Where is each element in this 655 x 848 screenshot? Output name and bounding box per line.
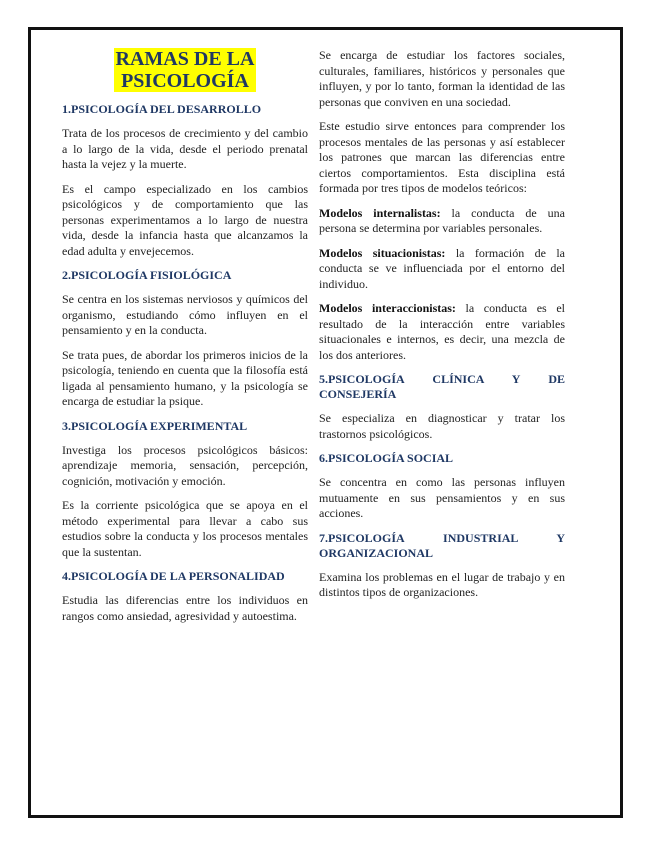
section-3-heading: 3.PSICOLOGÍA EXPERIMENTAL (62, 418, 248, 433)
section-7-heading: 7.PSICOLOGÍA INDUSTRIAL Y ORGANIZACIONAL (319, 530, 565, 560)
model-internalistas-text: la conducta de una persona se determina por variables personales. (319, 205, 565, 235)
section-1-paragraph-1: Trata de los procesos de crecimiento y del cambio a lo largo de la vida, desde el periodo prenatal hasta la vejez y la muerte. (62, 126, 308, 171)
model-situacionistas-name: Modelos situacionistas: (319, 245, 446, 260)
section-2-paragraph-1: Se centra en los sistemas nerviosos y químicos del organismo, estudiando cómo influyen en el pensamiento y en la conducta. (62, 292, 308, 337)
section-1-heading: 1.PSICOLOGÍA DEL DESARROLLO (62, 102, 262, 116)
section-4-paragraph-2: Se encarga de estudiar los factores sociales, culturales, familiares, históricos y personales que influyen, y por lo tanto, forman la identidad de las personas que conviven en una sociedad. (319, 48, 565, 109)
model-situacionistas-text: la formación de la conducta se ve influenciada por el entorno del individuo. (319, 245, 565, 291)
section-4-heading: 4.PSICOLOGÍA DE LA PERSONALIDAD (62, 569, 285, 583)
section-7-paragraph-1: Examina los problemas en el lugar de trabajo y en distintos tipos de organizaciones. (319, 569, 565, 599)
section-6-paragraph-1: Se concentra en como las personas influyen mutuamente en sus pensamientos y en sus acciones. (319, 475, 565, 520)
section-2-paragraph-2: Se trata pues, de abordar los primeros inicios de la psicología, teniendo en cuenta que la filosofía está ligada al pensamiento humano, y la psicología se encarga de estudiar la psique. (62, 347, 308, 408)
section-3-paragraph-2: Es la corriente psicológica que se apoya en el método experimental para llevar a cabo sus estudios sobre la conducta y los procesos mentales que la sustentan. (62, 498, 308, 559)
section-4-paragraph-3: Este estudio sirve entonces para comprender los procesos mentales de las personas y así establecer los patrones que marcan las diferencias entre ciertos comportamientos. Esta disciplina está formada por tres tipos de modelos teóricos: (319, 119, 565, 195)
model-interaccionistas-text: la conducta es el resultado de la interacción entre variables situacionales e internos, es decir, una mezcla de los dos anteriores. (319, 301, 565, 362)
left-column (62, 48, 308, 633)
document-title (62, 48, 308, 92)
right-column (319, 48, 565, 610)
title-highlight (114, 48, 257, 92)
section-4-paragraph-1: Estudia las diferencias entre los individuos en rangos como ansiedad, agresividad y autoestima. (62, 593, 308, 623)
section-1-paragraph-2: Es el campo especializado en los cambios psicológicos y de comportamiento que las personas experimentamos a lo largo de nuestra vida, desde la infancia hasta que alcanzamos la edad adulta y envejecemos. (62, 181, 308, 258)
model-internalistas-name: Modelos internalistas: (319, 205, 441, 220)
model-interaccionistas (319, 301, 565, 363)
section-5-paragraph-1: Se especializa en diagnosticar y tratar los trastornos psicológicos. (319, 411, 565, 441)
section-5-heading: 5.PSICOLOGÍA CLÍNICA Y DE CONSEJERÍA (319, 372, 565, 401)
model-situacionistas (319, 246, 565, 293)
title-line-1: RAMAS DE LA (115, 48, 255, 70)
section-6-heading: 6.PSICOLOGÍA SOCIAL (319, 451, 454, 465)
model-internalistas (319, 206, 565, 237)
section-2-heading: 2.PSICOLOGÍA FISIOLÓGICA (62, 268, 232, 282)
title-line-2: PSICOLOGÍA (121, 70, 249, 92)
section-3-paragraph-1: Investiga los procesos psicológicos básicos: aprendizaje memoria, sensación, percepción, cognición, motivación y emoción. (62, 442, 308, 488)
model-interaccionistas-name: Modelos interaccionistas: (319, 301, 456, 315)
